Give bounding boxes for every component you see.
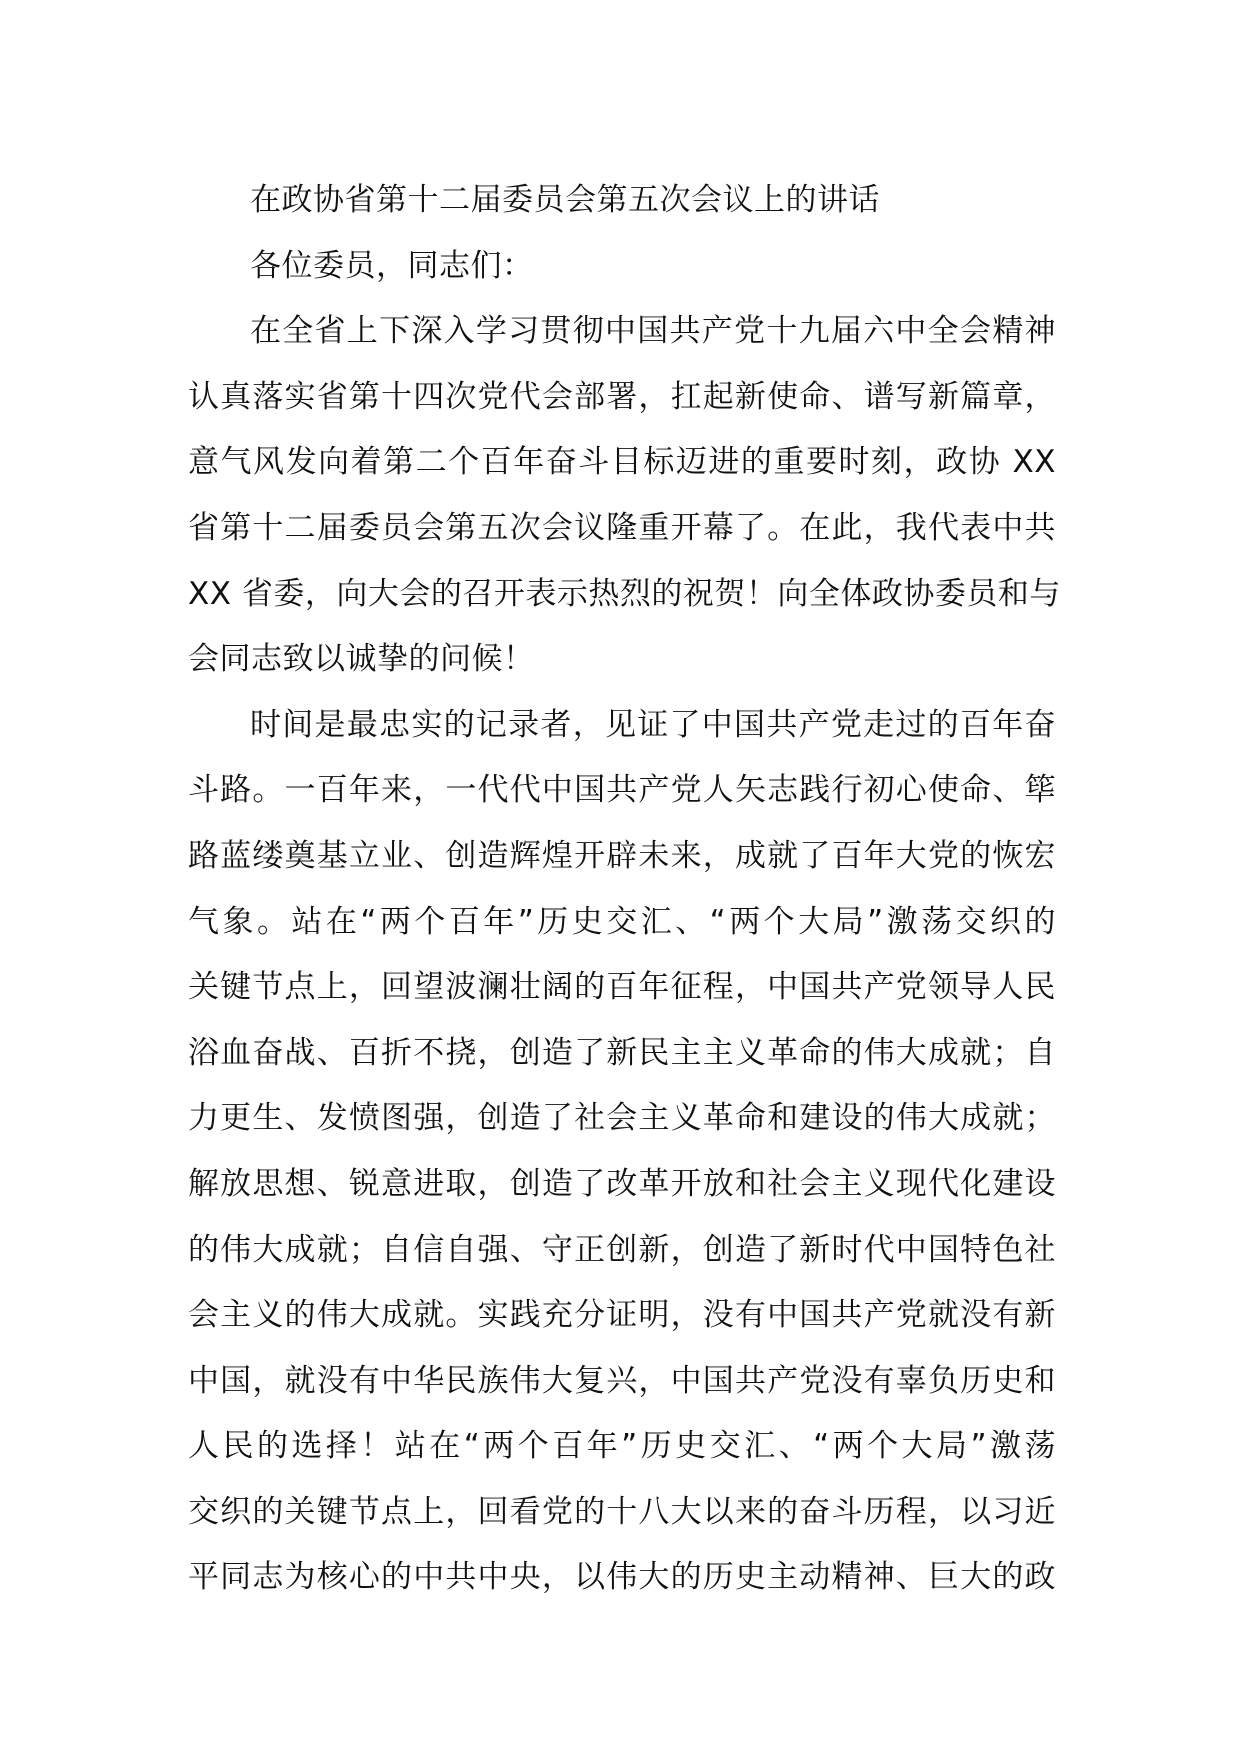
paragraph-line: 时间是最忠实的记录者，见证了中国共产党走过的百年奋 — [250, 706, 1056, 743]
paragraph-line: 斗路。一百年来，一代代中国共产党人矢志践行初心使命、筚 — [188, 772, 1056, 809]
paragraph-line: 人民的选择！站在“两个百年”历史交汇、“两个大局”激荡 — [188, 1428, 1056, 1465]
paragraph-2 — [188, 693, 1056, 1611]
paragraph-line: 力更生、发愤图强，创造了社会主义革命和建设的伟大成就； — [188, 1100, 1056, 1137]
paragraph-line: 解放思想、锐意进取，创造了改革开放和社会主义现代化建设 — [188, 1165, 1056, 1202]
paragraph-line: 省第十二届委员会第五次会议隆重开幕了。在此，我代表中共 — [188, 509, 1056, 546]
paragraph-1 — [188, 299, 1061, 693]
paragraph-line: 意气风发向着第二个百年奋斗目标迈进的重要时刻，政协 XX — [188, 444, 1056, 481]
paragraph-line: 的伟大成就；自信自强、守正创新，创造了新时代中国特色社 — [188, 1231, 1056, 1268]
paragraph-line: 浴血奋战、百折不挠，创造了新民主主义革命的伟大成就；自 — [188, 1034, 1056, 1071]
document-title: 在政协省第十二届委员会第五次会议上的讲话 — [250, 182, 880, 218]
paragraph-line: 会同志致以诚挚的问候！ — [188, 641, 535, 678]
paragraph-line: 关键节点上，回望波澜壮阔的百年征程，中国共产党领导人民 — [188, 969, 1056, 1006]
paragraph-line: 平同志为核心的中共中央，以伟大的历史主动精神、巨大的政 — [188, 1559, 1056, 1596]
paragraph-line: 交织的关键节点上，回看党的十八大以来的奋斗历程，以习近 — [188, 1493, 1056, 1530]
paragraph-line: 认真落实省第十四次党代会部署，扛起新使命、谱写新篇章， — [188, 378, 1056, 415]
paragraph-line: 气象。站在“两个百年”历史交汇、“两个大局”激荡交织的 — [188, 903, 1056, 940]
paragraph-line: 在全省上下深入学习贯彻中国共产党十九届六中全会精神 — [250, 313, 1056, 350]
salutation: 各位委员，同志们： — [250, 247, 534, 284]
paragraph-line: 中国，就没有中华民族伟大复兴，中国共产党没有辜负历史和 — [188, 1362, 1056, 1399]
paragraph-line: 会主义的伟大成就。实践充分证明，没有中国共产党就没有新 — [188, 1297, 1056, 1334]
paragraph-line: XX 省委，向大会的召开表示热烈的祝贺！向全体政协委员和与 — [188, 575, 1061, 612]
document-body — [188, 168, 1061, 1611]
paragraph-line: 路蓝缕奠基立业、创造辉煌开辟未来，成就了百年大党的恢宏 — [188, 837, 1056, 874]
